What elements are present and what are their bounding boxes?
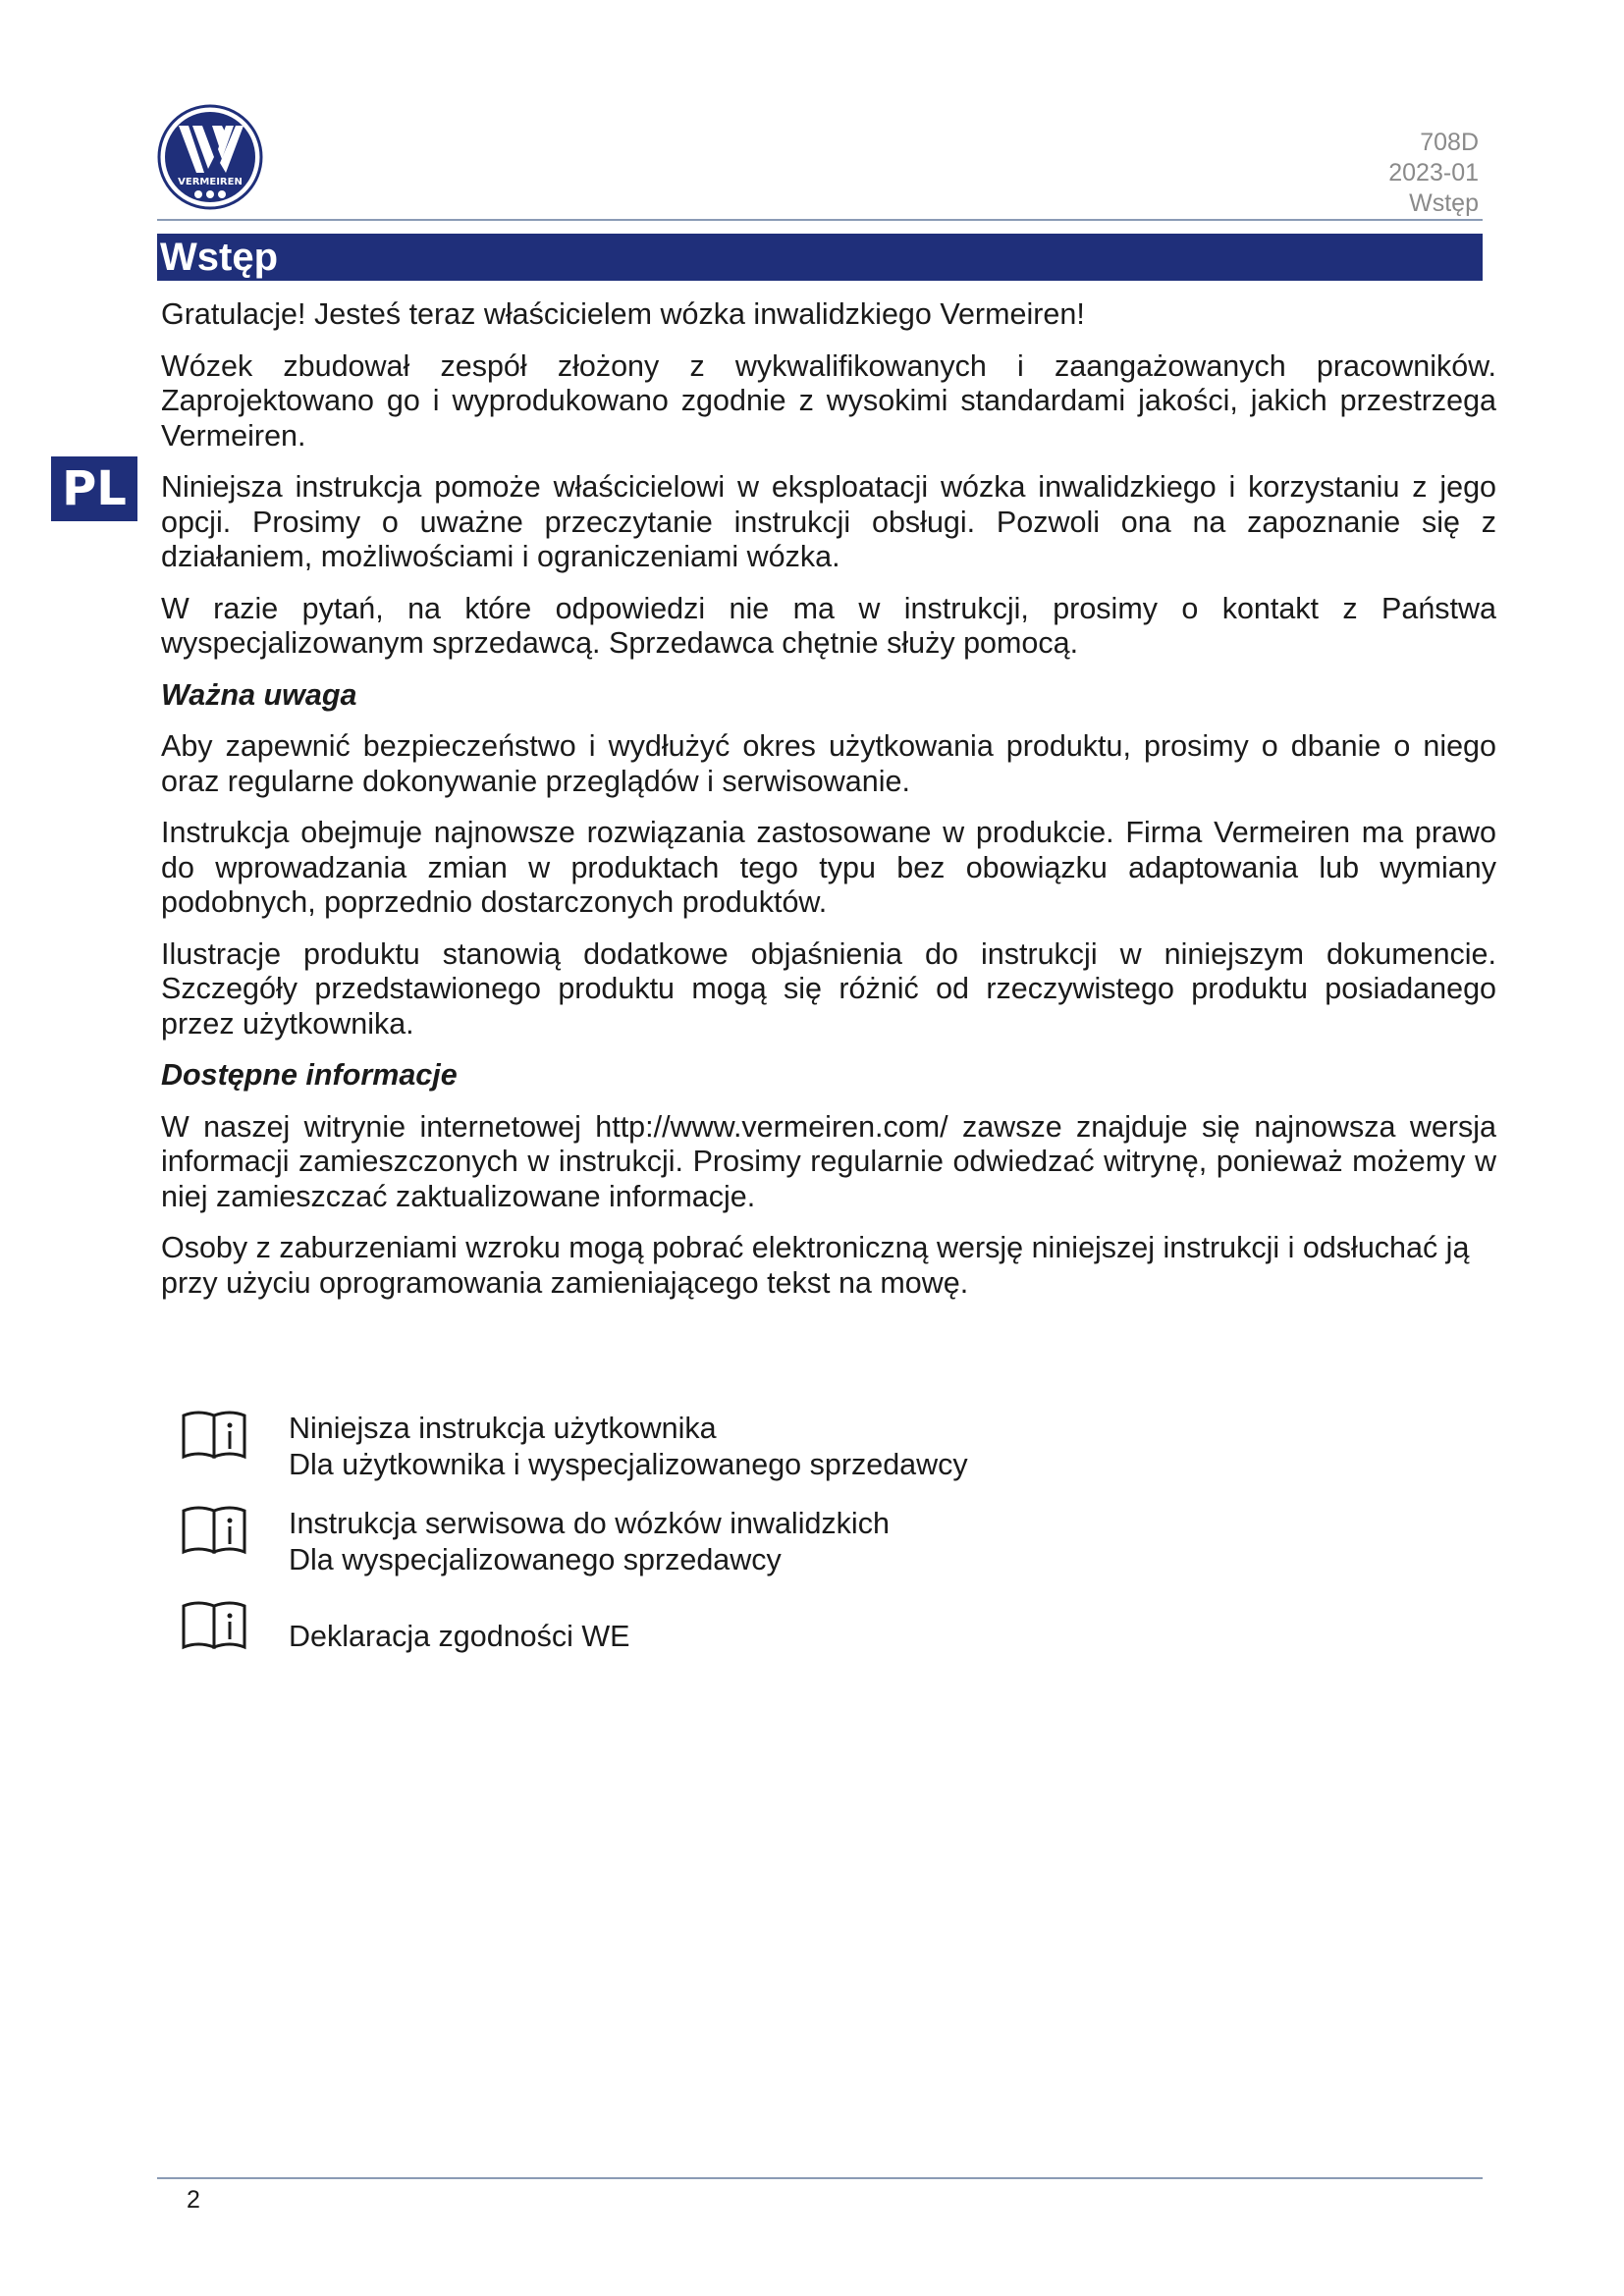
page-number: 2 bbox=[187, 2186, 200, 2214]
reference-title: Deklaracja zgodności WE bbox=[289, 1620, 630, 1653]
section-banner: Wstęp bbox=[157, 234, 1483, 281]
header-divider bbox=[157, 219, 1483, 221]
manual-book-icon bbox=[181, 1601, 247, 1654]
section-name: Wstęp bbox=[1409, 189, 1479, 217]
footer-divider bbox=[157, 2177, 1483, 2179]
reference-item bbox=[181, 1411, 1359, 1489]
reference-title: Instrukcja serwisowa do wózków inwalidzkich bbox=[289, 1507, 890, 1540]
manual-book-icon bbox=[181, 1411, 247, 1464]
paragraph-illustrations: Ilustracje produktu stanowią dodatkowe objaśnienia do instrukcji w niniejszym dokumencie. Szczegóły przedstawionego produktu mogą się różnić od rzeczywistego produktu posiadanego przez użytkownika. bbox=[161, 936, 1496, 1041]
paragraph-safety: Aby zapewnić bezpieczeństwo i wydłużyć okres użytkowania produktu, prosimy o dbanie o niego oraz regularne dokonywanie przeglądów i serwisowanie. bbox=[161, 729, 1496, 798]
vermeiren-logo bbox=[157, 104, 263, 210]
paragraph-questions: W razie pytań, na które odpowiedzi nie ma w instrukcji, prosimy o kontakt z Państwa wyspecjalizowanym sprzedawcą. Sprzedawca chętnie służy pomocą. bbox=[161, 591, 1496, 660]
header-meta bbox=[1388, 128, 1479, 219]
edition-date: 2023-01 bbox=[1388, 159, 1479, 187]
paragraph-website: W naszej witrynie internetowej http://www.vermeiren.com/ zawsze znajduje się najnowsza wersja informacji zamieszczonych w instrukcji. Prosimy regularnie odwiedzać witrynę, ponieważ możemy w niej zamieszczać zaktualizowane informacje. bbox=[161, 1109, 1496, 1213]
reference-title: Niniejsza instrukcja użytkownika bbox=[289, 1412, 717, 1445]
paragraph-manual-purpose: Niniejsza instrukcja pomoże właścicielowi w eksploatacji wózka inwalidzkiego i korzystaniu z jego opcji. Prosimy o uważne przeczytanie instrukcji obsługi. Pozwoli ona na zapoznanie się z działaniem, możliwościami i ograniczeniami wózka. bbox=[161, 470, 1496, 573]
reference-audience: Dla wyspecjalizowanego sprzedawcy bbox=[289, 1543, 782, 1576]
reference-documents bbox=[181, 1411, 1359, 1696]
manual-book-icon bbox=[181, 1506, 247, 1559]
svg-text:VERMEIREN: VERMEIREN bbox=[178, 177, 243, 187]
heading-available-info: Dostępne informacje bbox=[161, 1058, 458, 1092]
reference-item bbox=[181, 1506, 1359, 1584]
reference-item bbox=[181, 1601, 1359, 1680]
reference-audience: Dla użytkownika i wyspecjalizowanego sprzedawcy bbox=[289, 1448, 968, 1481]
paragraph-changes: Instrukcja obejmuje najnowsze rozwiązania zastosowane w produkcie. Firma Vermeiren ma prawo do wprowadzania zmian w produktach tego typu bez obowiązku adaptowania lub wymiany podobnych, poprzednio dostarczonych produktów. bbox=[161, 816, 1496, 919]
heading-important-note: Ważna uwaga bbox=[161, 677, 357, 712]
paragraph-team: Wózek zbudował zespół złożony z wykwalifikowanych i zaangażowanych pracowników. Zaprojektowano go i wyprodukowano zgodnie z wysokimi standardami jakości, jakich przestrzega Vermeiren. bbox=[161, 348, 1496, 453]
model-number: 708D bbox=[1420, 129, 1479, 156]
paragraph-congratulations: Gratulacje! Jesteś teraz właścicielem wózka inwalidzkiego Vermeiren! bbox=[161, 297, 1085, 331]
paragraph-visually-impaired: Osoby z zaburzeniami wzroku mogą pobrać elektroniczną wersję niniejszej instrukcji i odsłuchać ją przy użyciu oprogramowania zamieniającego tekst na mowę. bbox=[161, 1231, 1470, 1300]
main-content bbox=[161, 297, 1496, 1317]
language-tab: PL bbox=[51, 456, 137, 521]
